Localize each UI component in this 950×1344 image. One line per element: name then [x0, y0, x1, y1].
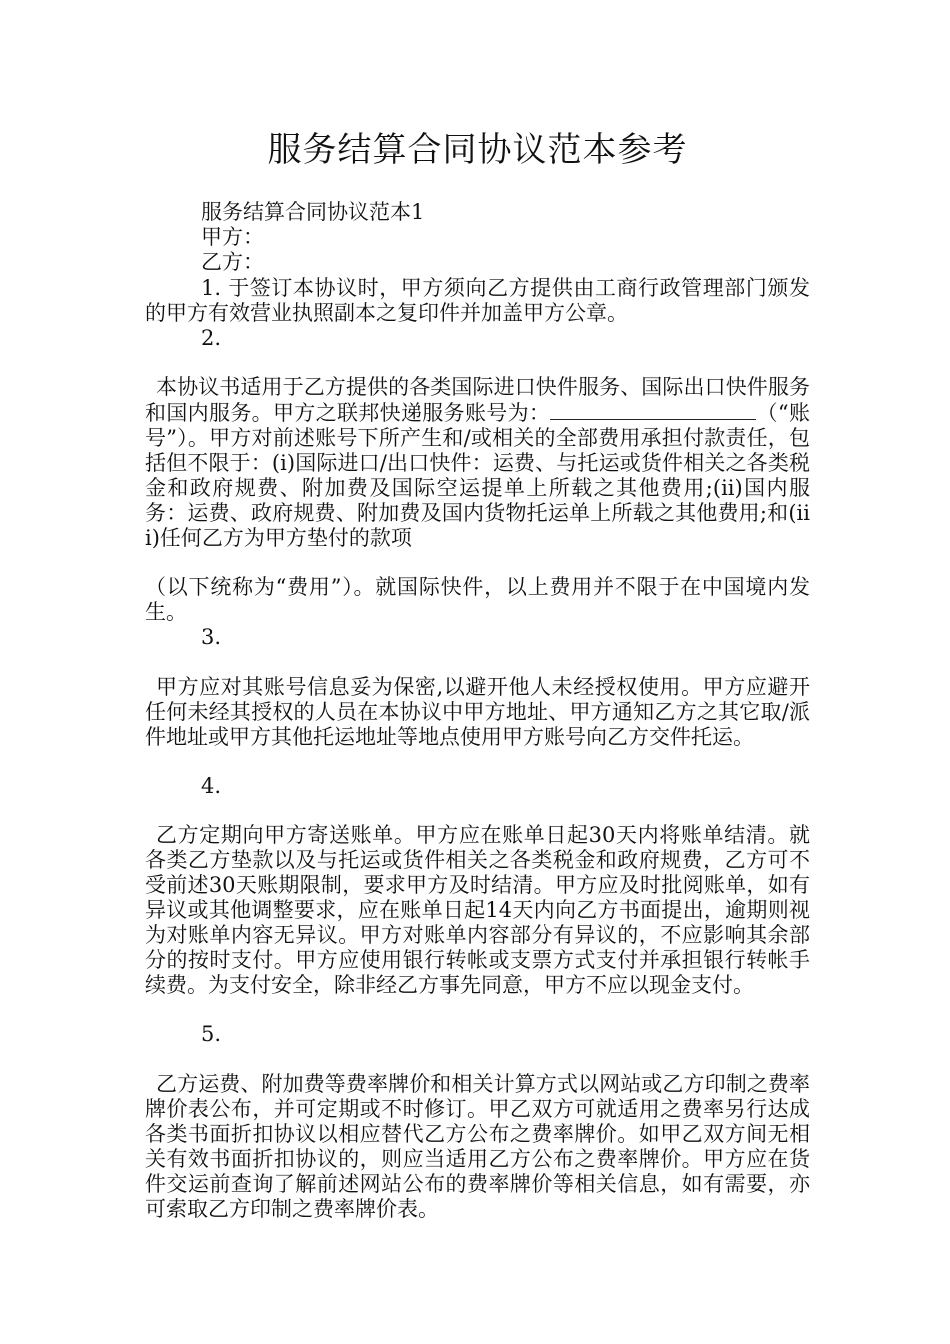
account-number-blank: [550, 400, 740, 420]
clause-3-text: 甲方应对其账号信息妥为保密,以避开他人未经授权使用。甲方应避开任何未经其授权的人员在本协议中甲方地址、甲方通知乙方之其它取/派件地址或甲方其他托运地址等地点使用甲方账号向乙方交件托运。: [145, 675, 810, 749]
party-b-label: 乙方：: [201, 250, 264, 274]
clause-2-text-c: （以下统称为“费用”）。就国际快件，以上费用并不限于在中国境内发生。: [145, 575, 810, 624]
clause-2-number: 2.: [201, 326, 222, 350]
clause-3-number: 3.: [201, 625, 222, 649]
clause-5-number: 5.: [201, 1022, 222, 1046]
party-a-label: 甲方：: [201, 225, 264, 249]
clause-5-text: 乙方运费、附加费等费率牌价和相关计算方式以网站或乙方印制之费率牌价表公布，并可定期或不时修订。甲乙双方可就适用之费率另行达成各类书面折扣协议以相应替代乙方公布之费率牌价。如甲乙双方间无相关有效书面折扣协议的，则应当适用乙方公布之费率牌价。甲方应在货件交运前查询了解前述网站公布的费率牌价等相关信息，如有需要，亦可索取乙方印制之费率牌价表。: [145, 1072, 810, 1221]
account-number-blank-cont: [740, 400, 756, 420]
clause-1: 1. 于签订本协议时，甲方须向乙方提供由工商行政管理部门颁发的甲方有效营业执照副本之复印件并加盖甲方公章。: [145, 276, 810, 325]
clause-2-text-b: （“账号”）。甲方对前述账号下所产生和/或相关的全部费用承担付款责任，包括但不限于：(i)国际进口/出口快件：运费、与托运或货件相关之各类税金和政府规费、附加费及国际空运提单上所载之其他费用;(ii)国内服务：运费、政府规费、附加费及国内货物托运单上所载之其他费用;和(iii)任何乙方为甲方垫付的款项: [145, 401, 810, 550]
clause-4-text: 乙方定期向甲方寄送账单。甲方应在账单日起30天内将账单结清。就各类乙方垫款以及与托运或货件相关之各类税金和政府规费，乙方可不受前述30天账期限制，要求甲方及时结清。甲方应及时批阅账单，如有异议或其他调整要求，应在账单日起14天内向乙方书面提出，逾期则视为对账单内容无异议。甲方对账单内容部分有异议的，不应影响其余部分的按时支付。甲方应使用银行转帐或支票方式支付并承担银行转帐手续费。为支付安全，除非经乙方事先同意，甲方不应以现金支付。: [145, 823, 810, 997]
clause-2-text-a: 本协议书适用于乙方提供的各类国际进口快件服务、国际出口快件服务和国内服务。甲方之联邦快递服务账号为：: [145, 375, 810, 425]
contract-subtitle: 服务结算合同协议范本1: [201, 200, 425, 224]
clause-2-text: [145, 375, 810, 551]
clause-4-number: 4.: [201, 774, 222, 798]
document-title: 服务结算合同协议范本参考: [267, 130, 688, 170]
